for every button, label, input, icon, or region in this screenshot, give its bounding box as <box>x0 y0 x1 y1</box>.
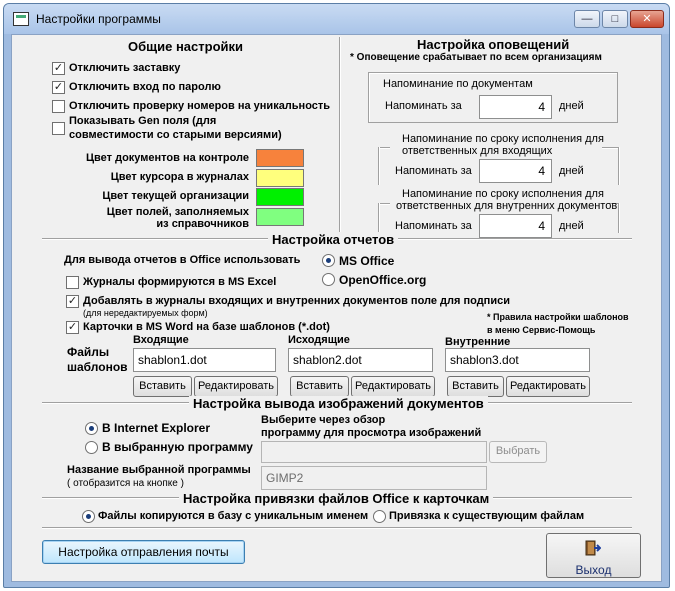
selected-program-label: В выбранную программу <box>102 440 253 454</box>
program-path-input[interactable] <box>261 441 487 463</box>
maximize-button[interactable]: □ <box>602 10 628 28</box>
journals-excel-checkbox[interactable] <box>66 276 79 289</box>
ref-fields-color-label-line2: из справочников <box>156 218 249 230</box>
internet-explorer-radio[interactable] <box>85 422 98 435</box>
template-outgoing-input[interactable]: shablon2.dot <box>288 348 433 372</box>
program-name-label: Название выбранной программы <box>67 464 251 476</box>
word-templates-label: Карточки в MS Word на базе шаблонов (*.dot) <box>83 321 330 333</box>
app-icon <box>13 12 29 26</box>
column-divider <box>339 37 341 237</box>
disable-password-label: Отключить вход по паролю <box>69 81 221 93</box>
alert-internal-prefix: Напоминать за <box>395 220 472 232</box>
show-gen-fields-checkbox[interactable] <box>52 122 65 135</box>
alert-incoming-days-input[interactable]: 4 <box>479 159 552 183</box>
journals-excel-label: Журналы формируются в MS Excel <box>83 276 277 288</box>
browse-label-line2: программу для просмотра изображений <box>261 427 482 439</box>
alert-incoming-suffix: дней <box>559 165 584 177</box>
alert-documents-suffix: дней <box>559 100 584 112</box>
existing-files-label: Привязка к существующим файлам <box>389 510 585 522</box>
alert-incoming-frame-right <box>602 147 618 149</box>
template-incoming-header: Входящие <box>133 334 189 346</box>
divider-footer <box>42 527 632 529</box>
alerts-title: Настройка оповещений <box>413 37 573 52</box>
alert-incoming-frame-side-r <box>618 147 620 185</box>
choose-program-button[interactable]: Выбрать <box>489 441 547 463</box>
client-area <box>11 34 662 582</box>
alert-internal-caption-line2: ответственных для внутренних документов <box>396 200 618 212</box>
exit-button-label: Выход <box>575 563 612 577</box>
control-color-label: Цвет документов на контроле <box>86 152 249 164</box>
alert-internal-days-input[interactable]: 4 <box>479 214 552 238</box>
browse-label-line1: Выберите через обзор <box>261 414 386 426</box>
template-outgoing-insert-button[interactable]: Вставить <box>290 376 349 397</box>
binding-title: Настройка привязки файлов Office к карточкам <box>179 491 493 506</box>
title-bar <box>4 4 669 34</box>
disable-unique-check-label: Отключить проверку номеров на уникальность <box>69 100 331 112</box>
openoffice-label: OpenOffice.org <box>339 273 427 287</box>
template-internal-header: Внутренние <box>445 336 511 348</box>
internet-explorer-label: В Internet Explorer <box>102 421 211 435</box>
existing-files-radio[interactable] <box>373 510 386 523</box>
minimize-button[interactable]: — <box>574 10 600 28</box>
disable-password-checkbox[interactable]: ✓ <box>53 81 64 93</box>
images-title: Настройка вывода изображений документов <box>189 396 488 411</box>
ref-fields-color-swatch[interactable] <box>256 208 304 226</box>
cursor-color-swatch[interactable] <box>256 169 304 187</box>
disable-splash-label: Отключить заставку <box>69 62 181 74</box>
show-gen-fields-label-line1: Показывать Gen поля (для <box>69 115 217 127</box>
close-button[interactable]: ✕ <box>630 10 664 28</box>
alert-internal-frame-side <box>378 203 380 233</box>
disable-unique-check-checkbox[interactable] <box>52 100 65 113</box>
ms-office-radio[interactable] <box>322 254 335 267</box>
program-name-sublabel: ( отобразится на кнопке ) <box>67 478 184 489</box>
template-internal-insert-button[interactable]: Вставить <box>447 376 504 397</box>
show-gen-fields-label-line2: совместимости со старыми версиями) <box>69 129 282 141</box>
alert-documents-caption: Напоминание по документам <box>383 78 533 90</box>
word-templates-checkbox[interactable]: ✓ <box>67 321 78 333</box>
template-internal-edit-button[interactable]: Редактировать <box>506 376 590 397</box>
alert-incoming-prefix: Напоминать за <box>395 165 472 177</box>
template-incoming-insert-button[interactable]: Вставить <box>133 376 192 397</box>
templates-note-line2: в меню Сервис-Помощь <box>487 325 596 335</box>
mail-settings-button[interactable]: Настройка отправления почты <box>42 540 245 564</box>
exit-button[interactable] <box>546 533 641 578</box>
org-color-swatch[interactable] <box>256 188 304 206</box>
alert-documents-prefix: Напоминать за <box>385 100 462 112</box>
alert-internal-suffix: дней <box>559 220 584 232</box>
template-outgoing-edit-button[interactable]: Редактировать <box>351 376 435 397</box>
org-color-label: Цвет текущей организации <box>102 190 249 202</box>
general-title: Общие настройки <box>124 39 247 54</box>
ref-fields-color-label-line1: Цвет полей, заполняемых <box>106 206 249 218</box>
signature-field-sublabel: (для нередактируемых форм) <box>83 308 208 318</box>
template-outgoing-header: Исходящие <box>288 334 350 346</box>
alert-incoming-caption-line2: ответственных для входящих <box>402 145 553 157</box>
signature-field-label: Добавлять в журналы входящих и внутренних документов поле для подписи <box>83 295 510 307</box>
reports-title: Настройка отчетов <box>268 232 398 247</box>
selected-program-radio[interactable] <box>85 441 98 454</box>
template-incoming-edit-button[interactable]: Редактировать <box>194 376 278 397</box>
unique-name-radio[interactable] <box>82 510 95 523</box>
templates-note-line1: * Правила настройки шаблонов <box>487 312 629 322</box>
ms-office-label: MS Office <box>339 254 395 268</box>
program-name-input[interactable]: GIMP2 <box>261 466 487 490</box>
openoffice-radio[interactable] <box>322 273 335 286</box>
cursor-color-label: Цвет курсора в журналах <box>110 171 249 183</box>
unique-name-label: Файлы копируются в базу с уникальным именем <box>98 510 369 522</box>
exit-icon <box>585 540 601 556</box>
alert-incoming-caption-line1: Напоминание по сроку исполнения для <box>402 133 604 145</box>
window-title: Настройки программы <box>36 12 161 26</box>
settings-window <box>3 3 670 588</box>
control-color-swatch[interactable] <box>256 149 304 167</box>
templates-label-line1: Файлы <box>67 345 110 359</box>
template-incoming-input[interactable]: shablon1.dot <box>133 348 276 372</box>
template-internal-input[interactable]: shablon3.dot <box>445 348 590 372</box>
office-label: Для вывода отчетов в Office использовать <box>64 254 301 266</box>
alert-internal-frame-side-r <box>618 203 620 233</box>
alerts-note: * Оповещение срабатывает по всем организациям <box>350 52 602 63</box>
templates-label-line2: шаблонов <box>67 360 128 374</box>
signature-field-checkbox[interactable]: ✓ <box>67 295 78 307</box>
alert-incoming-frame-side <box>378 147 380 185</box>
disable-splash-checkbox[interactable]: ✓ <box>53 62 64 74</box>
alert-internal-caption-line1: Напоминание по сроку исполнения для <box>402 188 604 200</box>
alert-documents-days-input[interactable]: 4 <box>479 95 552 119</box>
